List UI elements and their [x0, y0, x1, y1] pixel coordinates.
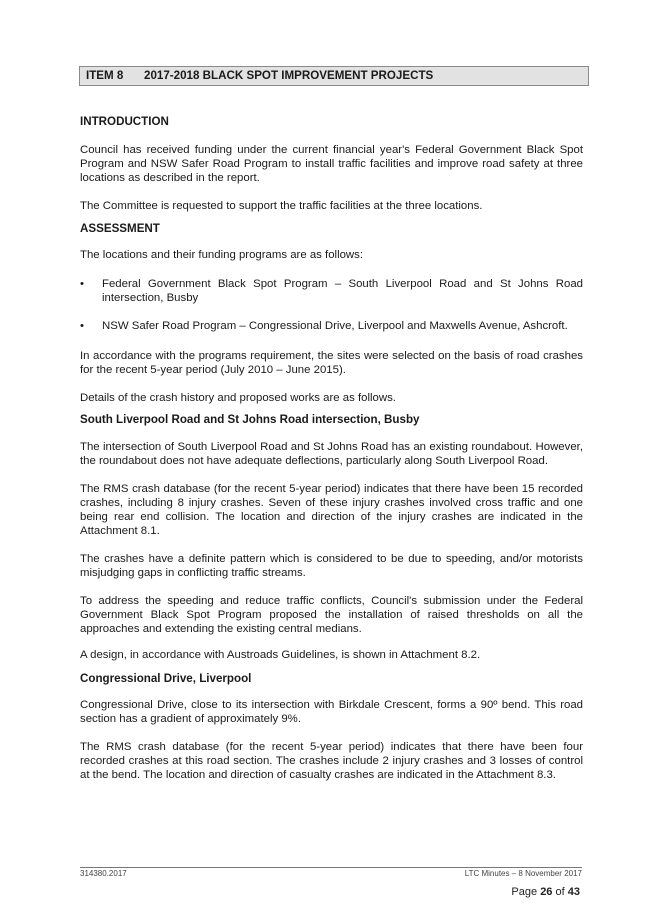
- total-pages: 43: [567, 886, 580, 898]
- page-word: Page: [511, 886, 538, 898]
- busby-para-5: A design, in accordance with Austroads Guidelines, is shown in Attachment 8.2.: [80, 649, 481, 661]
- introduction-heading: INTRODUCTION: [80, 115, 169, 128]
- introduction-para-2: The Committee is requested to support the traffic facilities at the three locations.: [80, 200, 483, 212]
- current-page: 26: [540, 886, 553, 898]
- report-body: [80, 115, 583, 782]
- congressional-heading: Congressional Drive, Liverpool: [80, 672, 252, 685]
- bullet-icon: •: [80, 320, 84, 332]
- footer-document-title: LTC Minutes – 8 November 2017: [464, 869, 582, 878]
- item-number: ITEM 8: [86, 69, 124, 82]
- of-word: of: [555, 886, 565, 898]
- list-item: [80, 277, 583, 305]
- list-item-text: NSW Safer Road Program – Congressional Drive, Liverpool and Maxwells Avenue, Ashcroft.: [102, 320, 568, 332]
- item-title: 2017-2018 BLACK SPOT IMPROVEMENT PROJECTS: [144, 69, 434, 82]
- busby-para-4: To address the speeding and reduce traffic conflicts, Council's submission under the Federal Government Black Spot Program proposed the installation of raised thresholds on all the approaches and extending the existing central medians.: [80, 595, 583, 635]
- list-item-text: Federal Government Black Spot Program – South Liverpool Road and St Johns Road intersection, Busby: [102, 278, 583, 304]
- page-number: [511, 885, 580, 899]
- busby-para-2: The RMS crash database (for the recent 5-year period) indicates that there have been 15 recorded crashes, including 8 injury crashes. Seven of these injury crashes involved cross traffic and one being rear end collision. The location and direction of the injury crashes are indicated in the Attachment 8.1.: [80, 483, 583, 537]
- congressional-para-2: The RMS crash database (for the recent 5-year period) indicates that there have been four recorded crashes at this road section. The crashes include 2 injury crashes and 3 losses of control at the bend. The location and direction of casualty crashes are indicated in the Attachment 8.3.: [80, 741, 583, 781]
- assessment-para-3: Details of the crash history and proposed works are as follows.: [80, 392, 396, 404]
- assessment-para-1: The locations and their funding programs are as follows:: [80, 249, 364, 261]
- footer-divider: [80, 867, 582, 868]
- bullet-icon: •: [80, 278, 84, 290]
- footer-reference: 314380.2017: [80, 869, 127, 878]
- assessment-para-2: In accordance with the programs requirement, the sites were selected on the basis of road crashes for the recent 5-year period (July 2010 – June 2015).: [80, 350, 583, 376]
- introduction-para-1: Council has received funding under the current financial year's Federal Government Black Spot Program and NSW Safer Road Program to install traffic facilities and improve road safety at three locations as described in the report.: [80, 144, 583, 184]
- assessment-heading: ASSESSMENT: [80, 222, 160, 235]
- busby-heading: South Liverpool Road and St Johns Road intersection, Busby: [80, 413, 420, 426]
- busby-para-1: The intersection of South Liverpool Road and St Johns Road has an existing roundabout. However, the roundabout does not have adequate deflections, particularly along South Liverpool Road.: [80, 441, 583, 467]
- busby-para-3: The crashes have a definite pattern which is considered to be due to speeding, and/or motorists misjudging gaps in conflicting traffic streams.: [80, 553, 583, 579]
- congressional-para-1: Congressional Drive, close to its intersection with Birkdale Crescent, forms a 90º bend. This road section has a gradient of approximately 9%.: [80, 699, 583, 725]
- list-item: [80, 319, 583, 333]
- item-header: [79, 66, 589, 86]
